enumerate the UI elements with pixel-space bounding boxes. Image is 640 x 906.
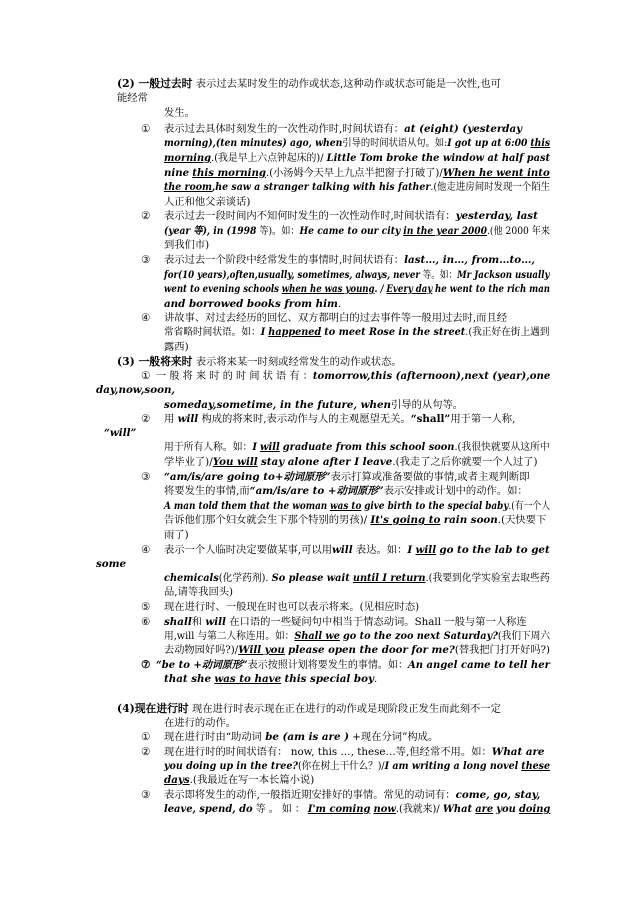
- text-line: 告诉他们那个妇女就会生下那个特别的男孩)/ It's going to rain soon.(天快要下: [164, 514, 547, 526]
- text-line: shall和 will 在口语的一些疑问句中相当于情态动词。Shall 一般与第一人称连: [164, 616, 527, 628]
- text-line: (year 等), in (1998 等)。如：He came to our city in the year 2000.(他 2000 年来: [164, 225, 551, 237]
- item-number: ④: [141, 312, 151, 324]
- item-number: ①: [141, 123, 151, 135]
- text-line: someday,sometime, in the future, when引导的从句等。: [164, 399, 464, 411]
- text-line: 将要发生的事情,而“am/is/are to +动词原形”表示安排或计划中的动作。如：: [164, 485, 528, 497]
- text-line: 雨了): [164, 529, 189, 541]
- item-number: ⑤: [141, 601, 151, 613]
- item-number: ④: [141, 544, 151, 556]
- text-line: 现在进行时由“助动词 be (am is are ) +现在分词”构成。: [164, 731, 439, 743]
- text-line: 人正和他父亲谈话): [164, 196, 251, 208]
- text-line: 表示过去一个阶段中经常发生的事情时,时间状语有：last…, in…, from…to…,: [164, 254, 535, 266]
- text-line: “be to +动词原形”表示按照计划将要发生的事情。如：An angel came to tell her: [156, 659, 550, 671]
- text-line: went to evening schools when he was young. / Every day he went to the rich man: [164, 283, 551, 295]
- item-number: ②: [141, 413, 151, 425]
- text-line: 表示一个人临时决定要做某事,可以用will 表达。如：I will go to the lab to get: [164, 544, 550, 556]
- text-line: 学毕业了)/You will stay alone after I leave.(我走了之后你就要一个人过了): [164, 456, 538, 468]
- text-line: 到我们市): [164, 239, 210, 251]
- text-line: the room,he saw a stranger talking with his father.(他走进房间时发现一个陌生: [164, 181, 551, 193]
- item-number: ①: [141, 731, 151, 743]
- section-2-heading-line: (2) 一般过去时 表示过去某时发生的动作或状态,这种动作或状态可能是一次性,也可: [117, 77, 501, 90]
- section-heading: (3) 一般将来时: [117, 355, 193, 368]
- text-line: 现在进行时的时间状语有： now, this …, these…等,但经常不用。如：What are: [164, 746, 545, 758]
- text-line: nine this morning.(小汤姆今天早上九点半把窗子打破了)/When he went into: [164, 167, 550, 179]
- text-line: 在进行的动作。: [164, 717, 237, 729]
- item-number: ③: [141, 471, 151, 483]
- section-heading: (4)现在进行时: [117, 702, 189, 715]
- text-line: you doing up in the tree?(你在树上干什么？)/I am writing a long novel these: [164, 760, 551, 772]
- text-line: 品,请等我回头): [164, 586, 234, 598]
- section-4-heading-line: (4)现在进行时 现在进行时表示现在正在进行的动作或是现阶段正发生而此刻不一定: [117, 702, 501, 715]
- text-line: day,now,soon,: [96, 384, 176, 396]
- section-3-heading-line: (3) 一般将来时 表示将来某一时刻或经常发生的动作或状态。: [117, 355, 402, 368]
- text-line: morning),(ten minutes) ago, when引导的时间状语从句。如:I got up at 6:00 this: [164, 137, 551, 149]
- item-number: ⑦: [141, 659, 151, 671]
- text-line: days.(我最近在写一本长篇小说): [164, 774, 315, 786]
- text-line: 表示即将发生的动作,一般指近期安排好的事情。常见的动词有：come, go, stay,: [164, 789, 541, 801]
- text-line: 去动物园好吗?)/Will you please open the door for me?(替我把门打开好吗?): [164, 644, 551, 656]
- section-heading: (2) 一般过去时: [117, 77, 193, 90]
- text-line: for(10 years),often,usually, sometimes, always, never 等。如：Mr Jackson usually: [164, 269, 550, 281]
- text-line: 常省略时间状语。如：I happened to meet Rose in the street.(我正好在街上遇到: [164, 326, 550, 338]
- text-line: “will”: [104, 427, 137, 439]
- text-line: 用,will 与第二人称连用。如：Shall we go to the zoo next Saturday?(我们下周六: [164, 630, 551, 642]
- item-number: ①: [141, 370, 151, 382]
- text-line: 用于所有人称。如：I will graduate from this school soon.(我很快就要从这所中: [164, 441, 550, 453]
- text-line: that she was to have this special boy.: [164, 673, 378, 685]
- item-number: ②: [141, 210, 151, 222]
- text-line: some: [96, 558, 127, 570]
- item-number: ③: [141, 254, 151, 266]
- text-line: “am/is/are going to+动词原形”表示打算或准备要做的事情,或者主观判断即: [164, 471, 530, 483]
- item-number: ⑥: [141, 616, 151, 628]
- text-line: A man told them that the woman was to give birth to the special baby.(有一个人: [164, 500, 551, 512]
- text-line: 现在进行时、一般现在时也可以表示将来。(见相应时态): [164, 601, 420, 613]
- text-line: 表示过去一段时间内不知何时发生的一次性动作时,时间状语有：yesterday, last: [164, 210, 538, 222]
- text-line: 表示过去具体时刻发生的一次性动作时,时间状语有：at (eight) (yesterday: [164, 123, 523, 135]
- text-line: morning.(我是早上六点钟起床的)/ Little Tom broke the window at half past: [164, 152, 551, 164]
- text-line: 一 般 将 来 时 的 时 间 状 语 有 ：tomorrow,this (afternoon),next (year),one: [156, 370, 551, 382]
- text-line: 发生。: [164, 107, 195, 119]
- text-line: 讲故事、对过去经历的回忆、双方都明白的过去事件等一般用过去时,而且经: [164, 312, 508, 324]
- text-line: chemicals(化学药剂). So please wait until I return.(我要到化学实验室去取些药: [164, 572, 550, 584]
- text-line: leave, spend, do 等 。 如 ： I'm coming now.(我就来)/ What are you doing: [164, 803, 551, 815]
- item-number: ②: [141, 746, 151, 758]
- text-line: 能经常: [117, 92, 148, 104]
- text-line: 露西): [164, 341, 189, 353]
- item-number: ③: [141, 789, 151, 801]
- text-line: 用 will 构成的将来时,表示动作与人的主观愿望无关。“shall”用于第一人称,: [164, 413, 516, 425]
- text-line: and borrowed books from him.: [164, 298, 342, 310]
